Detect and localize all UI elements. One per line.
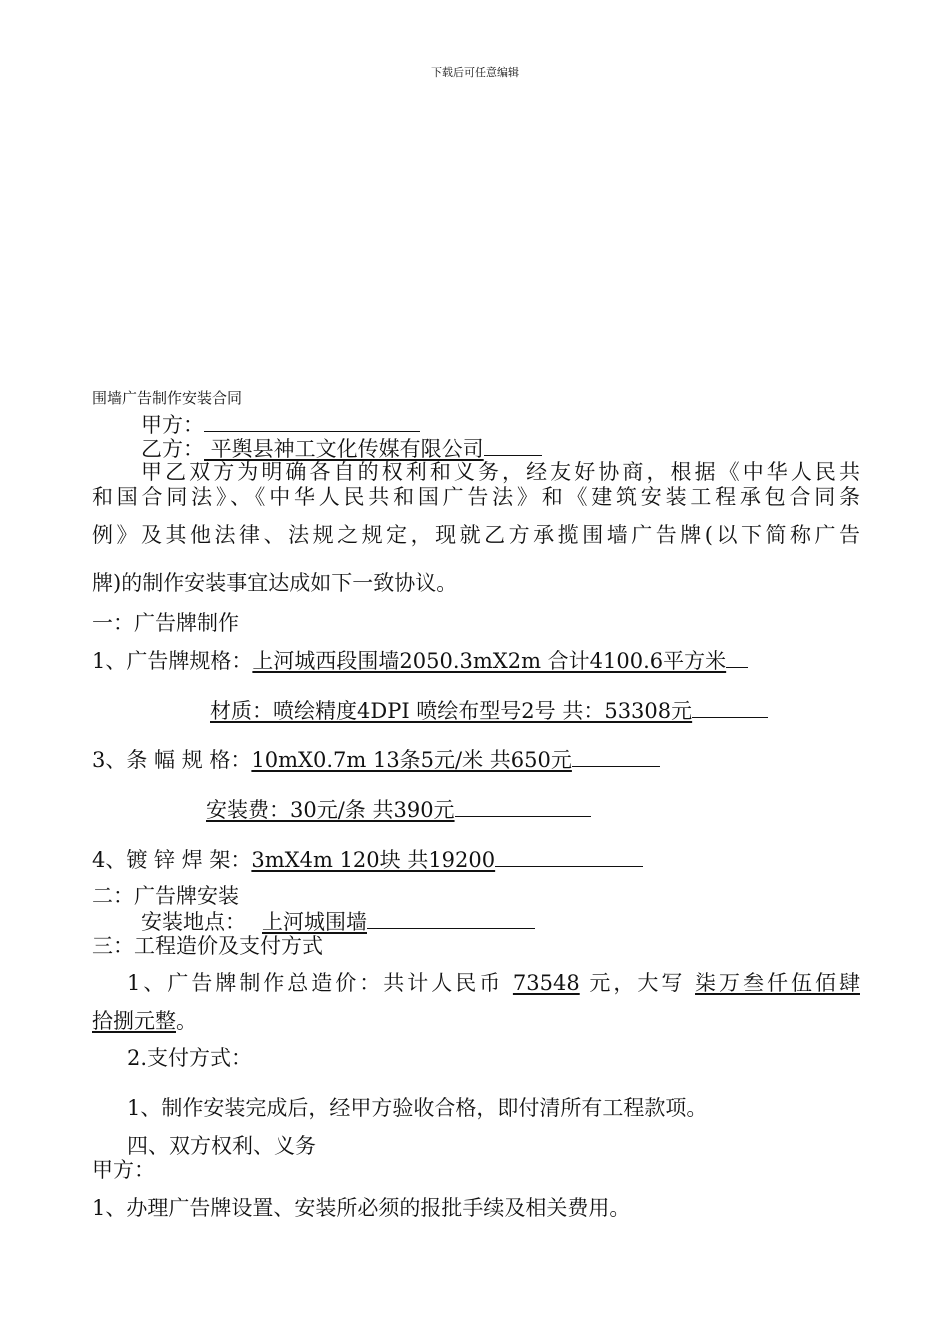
section-3-heading: 三：工程造价及支付方式 [92, 934, 323, 958]
intro-line-4: 牌)的制作安装事宜达成如下一致协议。 [92, 571, 458, 595]
total-upper-2: 拾捌元整 [92, 1009, 176, 1033]
material-blank [692, 697, 768, 718]
section-4-heading: 四、双方权利、义务 [127, 1134, 316, 1158]
banner-value: 10mX0.7m 13条5元/米 共650元 [251, 748, 572, 772]
party-b-value: 平舆县神工文化传媒有限公司 [204, 437, 484, 461]
banner-label: 3、条 幅 规 格： [92, 748, 252, 772]
total-upper-1: 柒万叁仟伍佰肆 [695, 971, 860, 995]
party-b-line [141, 435, 542, 462]
intro-line-2: 和国合同法》、《中华人民共和国广告法》和《建筑安装工程承包合同条 [92, 485, 860, 509]
document-title: 围墙广告制作安装合同 [92, 389, 243, 407]
spec-value: 上河城西段围墙2050.3mX2m 合计4100.6平方米 [252, 649, 727, 673]
banner-blank [572, 746, 660, 767]
total-end: 。 [176, 1009, 197, 1033]
total-price-line [127, 970, 860, 996]
intro-line-3: 例》及其他法律、法规之规定，现就乙方承揽围墙广告牌(以下简称广告 [92, 523, 860, 547]
site-label: 安装地点： [141, 910, 246, 934]
install-fee-line [206, 796, 591, 823]
total-price-line-2 [92, 1008, 197, 1034]
spec-label: 1、广告牌规格： [92, 649, 253, 673]
site-blank [367, 908, 535, 929]
material-line [210, 697, 768, 724]
party-a-blank [204, 411, 420, 432]
spec-blank [726, 647, 748, 668]
section-1-heading: 一：广告牌制作 [92, 611, 239, 635]
total-mid: 元，大写 [589, 971, 686, 995]
party-b-label: 乙方： [141, 437, 204, 461]
section-4-item-1: 1、办理广告牌设置、安装所必须的报批手续及相关费用。 [92, 1196, 631, 1220]
install-fee-blank [455, 796, 591, 817]
payment-heading: 2.支付方式： [127, 1046, 253, 1070]
frame-blank [495, 846, 643, 867]
frame-value: 3mX4m 120块 共19200 [251, 848, 496, 872]
spec-line [92, 647, 748, 674]
section-4-party-a: 甲方： [92, 1158, 155, 1182]
banner-line [92, 746, 660, 773]
party-b-blank [484, 435, 542, 456]
site-value: 上河城围墙 [262, 910, 367, 934]
frame-label: 4、镀 锌 焊 架： [92, 848, 252, 872]
total-amount: 73548 [512, 971, 580, 995]
install-fee-value: 安装费：30元/条 共390元 [206, 798, 455, 822]
party-a-label: 甲方： [141, 413, 204, 437]
section-2-heading: 二：广告牌安装 [92, 884, 239, 908]
total-prefix: 1、广告牌制作总造价：共计人民币 [127, 971, 504, 995]
payment-item: 1、制作安装完成后，经甲方验收合格，即付清所有工程款项。 [127, 1096, 708, 1120]
page-header: 下载后可任意编辑 [431, 66, 519, 79]
site-line [141, 908, 535, 935]
material-value: 材质：喷绘精度4DPI 喷绘布型号2号 共：53308元 [210, 699, 693, 723]
intro-line-1: 甲乙双方为明确各自的权利和义务，经友好协商，根据《中华人民共 [141, 460, 860, 484]
party-a-line [141, 411, 420, 438]
frame-line [92, 846, 643, 873]
